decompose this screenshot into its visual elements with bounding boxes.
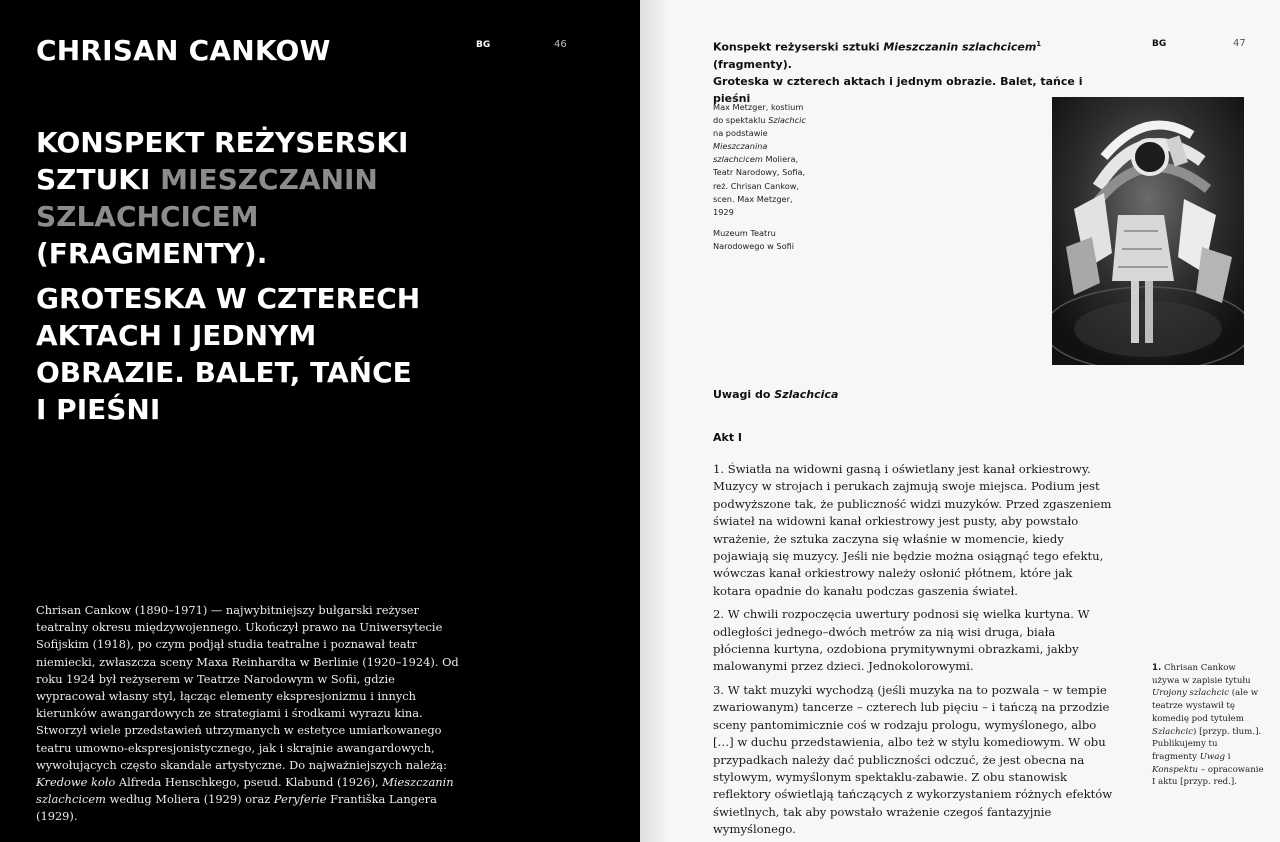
notes-heading-italic: Szlachcica <box>774 388 839 401</box>
author-name: CHRISAN CANKOW <box>36 34 331 67</box>
bio-text: według Moliera (1929) oraz <box>105 792 274 807</box>
paragraph: 2. W chwili rozpoczęcia uwertury podnosi się wielka kurtyna. W odległości jednego–dwóch metrów za nią wisi druga, biała płócienna kurtyna, ozdobiona prymitywnymi obrazkami, jakby malowanymi przez dzieci. Jednokolorowymi. <box>713 607 1090 674</box>
title-part-1 <box>36 124 456 272</box>
caption-work-title: Mieszczanina szlachcicem <box>713 141 768 165</box>
bio-text: Františka Langera (1929). <box>36 792 437 824</box>
footnote-text: i <box>1224 751 1231 762</box>
caption-part: na podstawie <box>713 128 768 139</box>
footnote-text: Chrisan Cankow używa w zapisie tytułu <box>1152 663 1251 686</box>
footnote <box>1152 662 1264 789</box>
footnote-marker: 1 <box>1036 40 1042 48</box>
bio-work-title: Peryferie <box>273 792 327 807</box>
caption-part: Moliera, Teatr Narodowy, Sofia, reż. Chrisan Cankow, scen. Max Metzger, 1929 <box>713 154 806 217</box>
bio-text: Chrisan Cankow (1890–1971) — najwybitniejszy bułgarski reżyser teatralny okresu międzywojennego. Ukończył prawo na Uniwersytecie Sofijskim (1918), po czym podjął studia teatralne i poznawał teatr niemiecki, zwłaszcza sceny Maxa Reinhardta w Berlinie (1920–1924). Od roku 1924 był reżyserem w Teatrze Narodowym w Sofii, gdzie wypracował własny styl, łącząc elementy ekspresjonizmu i innych kierunków awangardowych ze strategiami i środkami wyrazu kina. Stworzył wiele przedstawień utrzymanych w estetyce umiarkowanego teatru umowno-ekspresjonistycznego, jak i skrajnie awangardowych, wywołujących często skandale artystyczne. Do najważniejszych należą: <box>36 603 459 772</box>
paragraph: 3. W takt muzyki wychodzą (jeśli muzyka na to pozwala – w tempie zwariowanym) tancerze – czterech lub pięciu – i tańczą na przodzie sceny pantomimicznie coś w rodzaju prologu, wymyślonego, albo […] w duchu przedstawienia, albo też w stylu komediowym. W obu przypadkach należy dać publiczności odczuć, że jest obecna na stylowym, wymyślonym spektaklu-zabawie. Z obu stanowisk reflektory oświetlają tańczących z wykorzystaniem różnych efektów świetlnych, tak aby powstało wrażenie czegoś fantazyjnie wymyślonego. <box>713 682 1113 837</box>
page-number: 47 <box>1233 38 1246 49</box>
notes-heading <box>713 388 838 401</box>
page-number: 46 <box>554 39 567 50</box>
title-line: SZTUKI <box>36 163 161 196</box>
title-part-2 <box>36 280 456 428</box>
footnote-number: 1. <box>1152 663 1162 673</box>
title-line-gray: MIESZCZANIN <box>160 163 378 196</box>
footnote-text: ) [przyp. tłum.]. Publikujemy tu fragmenty <box>1152 726 1262 762</box>
footnote-italic: Uwag <box>1199 751 1225 762</box>
paragraph: 1. Światła na widowni gasną i oświetlany jest kanał orkiestrowy. Muzycy w strojach i perukach zajmują swoje miejsca. Podium jest podwyższone tak, że publiczność widzi muzyków. Przed zgaszeniem świateł na widowni kanał orkiestrowy jest pusty, aby powstało wrażenie, że sztuka zaczyna się właśnie w momencie, kiedy pojawiają się muzycy. Jeśli nie będzie można osiągnąć tego efektu, wówczas kanał orkiestrowy należy osłonić płótnem, które jak kotara opadnie do kanału podczas gaszenia świateł. <box>713 462 1112 598</box>
footnote-italic: Szlachcic <box>1152 726 1194 737</box>
footnote-text: – opracowanie I aktu [przyp. red.]. <box>1152 764 1264 788</box>
title-line: I PIEŚNI <box>36 393 161 426</box>
caption-text <box>713 101 813 219</box>
caption-source: Muzeum Teatru Narodowego w Sofii <box>713 227 795 251</box>
notes-heading-text: Uwagi do <box>713 388 775 401</box>
footnote-italic: Konspektu <box>1152 764 1199 775</box>
running-title-italic: Mieszczanin szlachcicem <box>883 40 1037 54</box>
author-bio <box>36 602 464 826</box>
body-text <box>713 461 1113 842</box>
section-code: BG <box>1152 39 1167 49</box>
running-title-text: (fragmenty). <box>713 57 792 71</box>
caption-play-title: Szlachcic <box>768 115 806 126</box>
footnote-text: (ale w teatrze wystawił tę komedię pod tytułem <box>1152 688 1259 724</box>
article-title <box>36 124 456 436</box>
bio-text: Alfreda Henschkego, pseud. Klabund (1926), <box>115 775 383 790</box>
section-code: BG <box>476 40 491 50</box>
bio-work-title: Mieszczanin szlachcicem <box>36 775 454 807</box>
title-line: OBRAZIE. BALET, TAŃCE <box>36 356 412 389</box>
running-title-text: Konspekt reżyserski sztuki <box>713 40 884 54</box>
bio-work-title: Kredowe koło <box>36 775 116 790</box>
title-line: (FRAGMENTY). <box>36 237 268 270</box>
title-line: KONSPEKT REŻYSERSKI <box>36 126 409 159</box>
running-subtitle: Groteska w czterech aktach i jednym obrazie. Balet, tańce i pieśni <box>713 74 1083 105</box>
costume-photo <box>1052 97 1244 365</box>
title-line-gray: SZLACHCICEM <box>36 200 259 233</box>
title-line: AKTACH I JEDNYM <box>36 319 317 352</box>
title-line: GROTESKA W CZTERECH <box>36 282 421 315</box>
footnote-italic: Urojony szlachcic <box>1152 688 1230 699</box>
act-heading: Akt I <box>713 431 743 444</box>
right-page <box>640 0 1280 842</box>
caption-part: Max Metzger, kostium do spektaklu <box>713 102 804 126</box>
photo-caption <box>713 101 813 253</box>
